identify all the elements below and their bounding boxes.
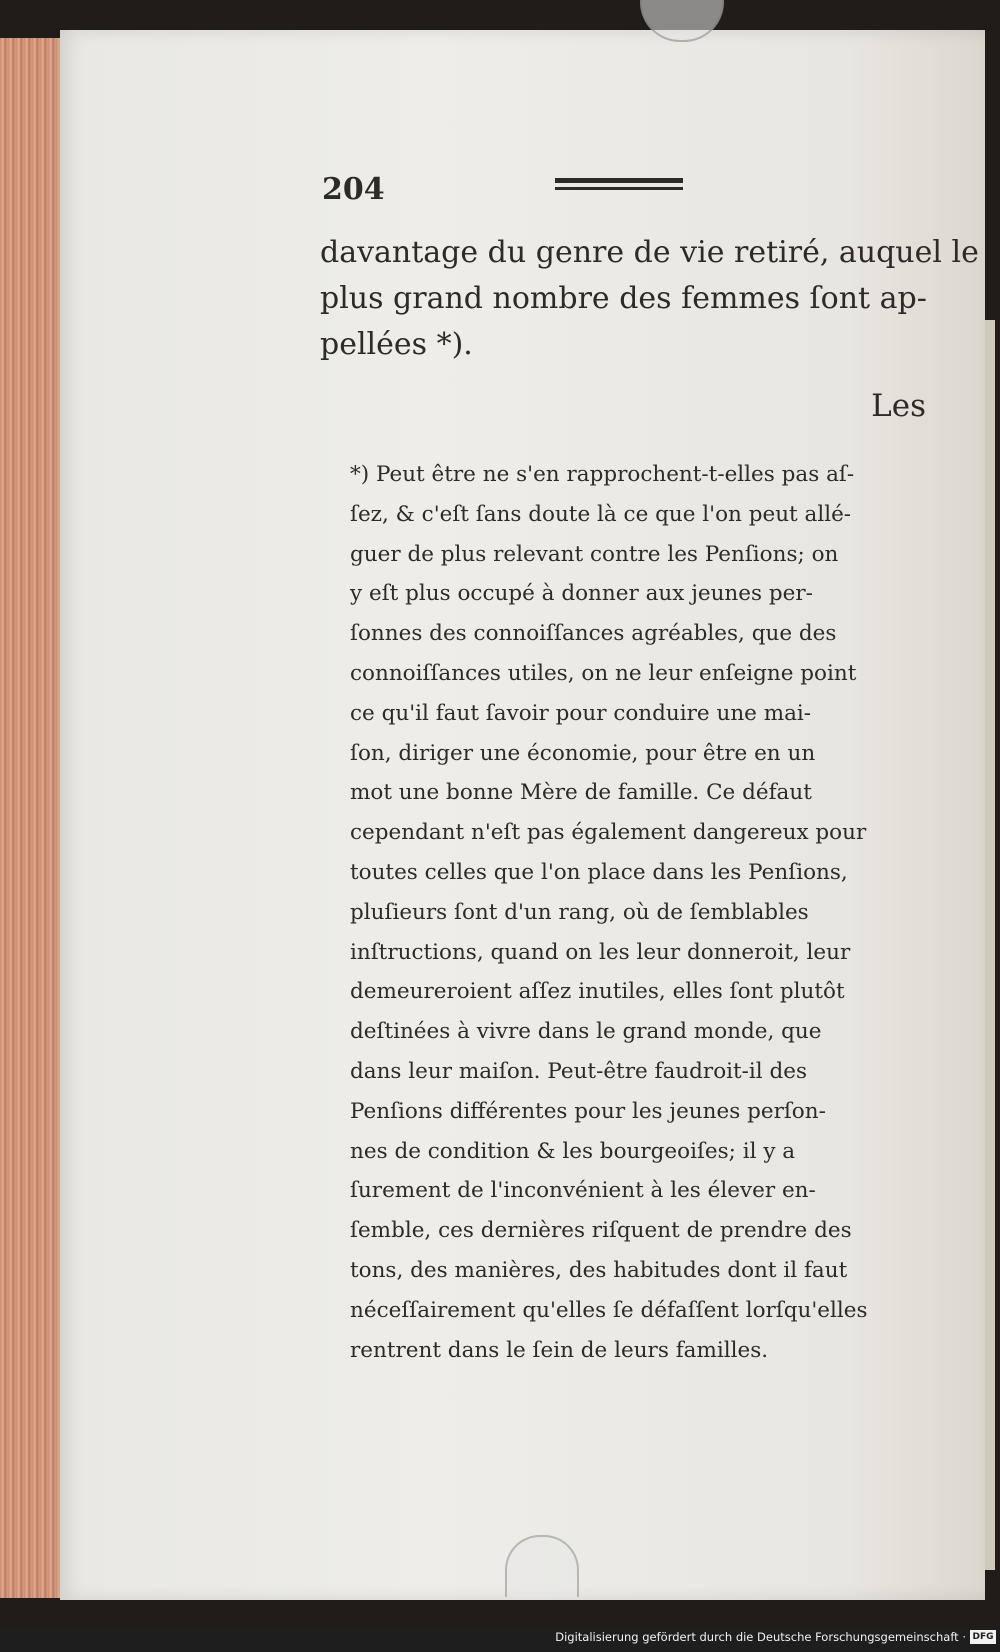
digitization-credit: Digitalisierung gefördert durch die Deutsche Forschungsgemeinschaft · xyxy=(555,1630,966,1644)
footnote-line: ce qu'il faut ſavoir pour conduire une mai- xyxy=(350,700,812,726)
footnote-line: ſonnes des connoiſſances agréables, que des xyxy=(350,621,837,647)
footnote-line: ſon, diriger une économie, pour être en un xyxy=(350,740,816,766)
footnote-line: guer de plus relevant contre les Penſions; on xyxy=(350,541,839,567)
footnote-line: Penſions différentes pour les jeunes perſon- xyxy=(350,1098,826,1124)
footnote-line: inſtructions, quand on les leur donneroit, leur xyxy=(350,939,851,965)
main-text-line: pellées *). xyxy=(320,327,473,362)
page-right-edge xyxy=(985,320,995,1570)
footnote-line: ſemble, ces dernières riſquent de prendre des xyxy=(350,1218,852,1244)
footnote-line: ſurement de l'inconvénient à les élever en- xyxy=(350,1178,816,1204)
footnote-line: deſtinées à vivre dans le grand monde, que xyxy=(350,1019,822,1045)
dfg-logo: DFG xyxy=(970,1630,996,1644)
footnote-line: nes de condition & les bourgeoiſes; il y a xyxy=(350,1138,796,1164)
catchword: Les xyxy=(871,388,926,424)
footnote-line: y eſt plus occupé à donner aux jeunes per- xyxy=(350,581,813,607)
footnote-line: rentrent dans le ſein de leurs familles. xyxy=(350,1337,769,1363)
main-text-line: plus grand nombre des femmes ſont ap- xyxy=(320,281,927,316)
footnote-line: connoiſſances utiles, on ne leur enſeigne point xyxy=(350,660,857,686)
footnote-line: toutes celles que l'on place dans les Penſions, xyxy=(350,859,848,885)
footnote-line: mot une bonne Mère de famille. Ce défaut xyxy=(350,780,812,806)
main-text xyxy=(320,230,979,368)
glass-clip-bottom xyxy=(505,1535,579,1597)
footnote-line: demeureroient aſſez inutiles, elles ſont plutôt xyxy=(350,979,845,1005)
main-text-line: davantage du genre de vie retiré, auquel le xyxy=(320,235,979,270)
footnote-line: pluſieurs ſont d'un rang, où de ſemblables xyxy=(350,899,809,925)
footnote-line: ſez, & c'eſt ſans doute là ce que l'on peut allé- xyxy=(350,501,852,527)
footnote-line: tons, des manières, des habitudes dont il faut xyxy=(350,1257,848,1283)
footnote-line: dans leur maiſon. Peut-être faudroit-il des xyxy=(350,1058,808,1084)
footnote xyxy=(350,455,928,1370)
book-page-edges xyxy=(0,38,64,1598)
footnote-line: néceſſairement qu'elles ſe défaſſent lorſqu'elles xyxy=(350,1297,868,1323)
header-rule xyxy=(555,178,683,190)
footnote-line: *) Peut être ne s'en rapprochent-t-elles pas aſ- xyxy=(350,462,855,487)
footnote-line: cependant n'eſt pas également dangereux pour xyxy=(350,820,867,846)
page-number: 204 xyxy=(322,172,385,207)
